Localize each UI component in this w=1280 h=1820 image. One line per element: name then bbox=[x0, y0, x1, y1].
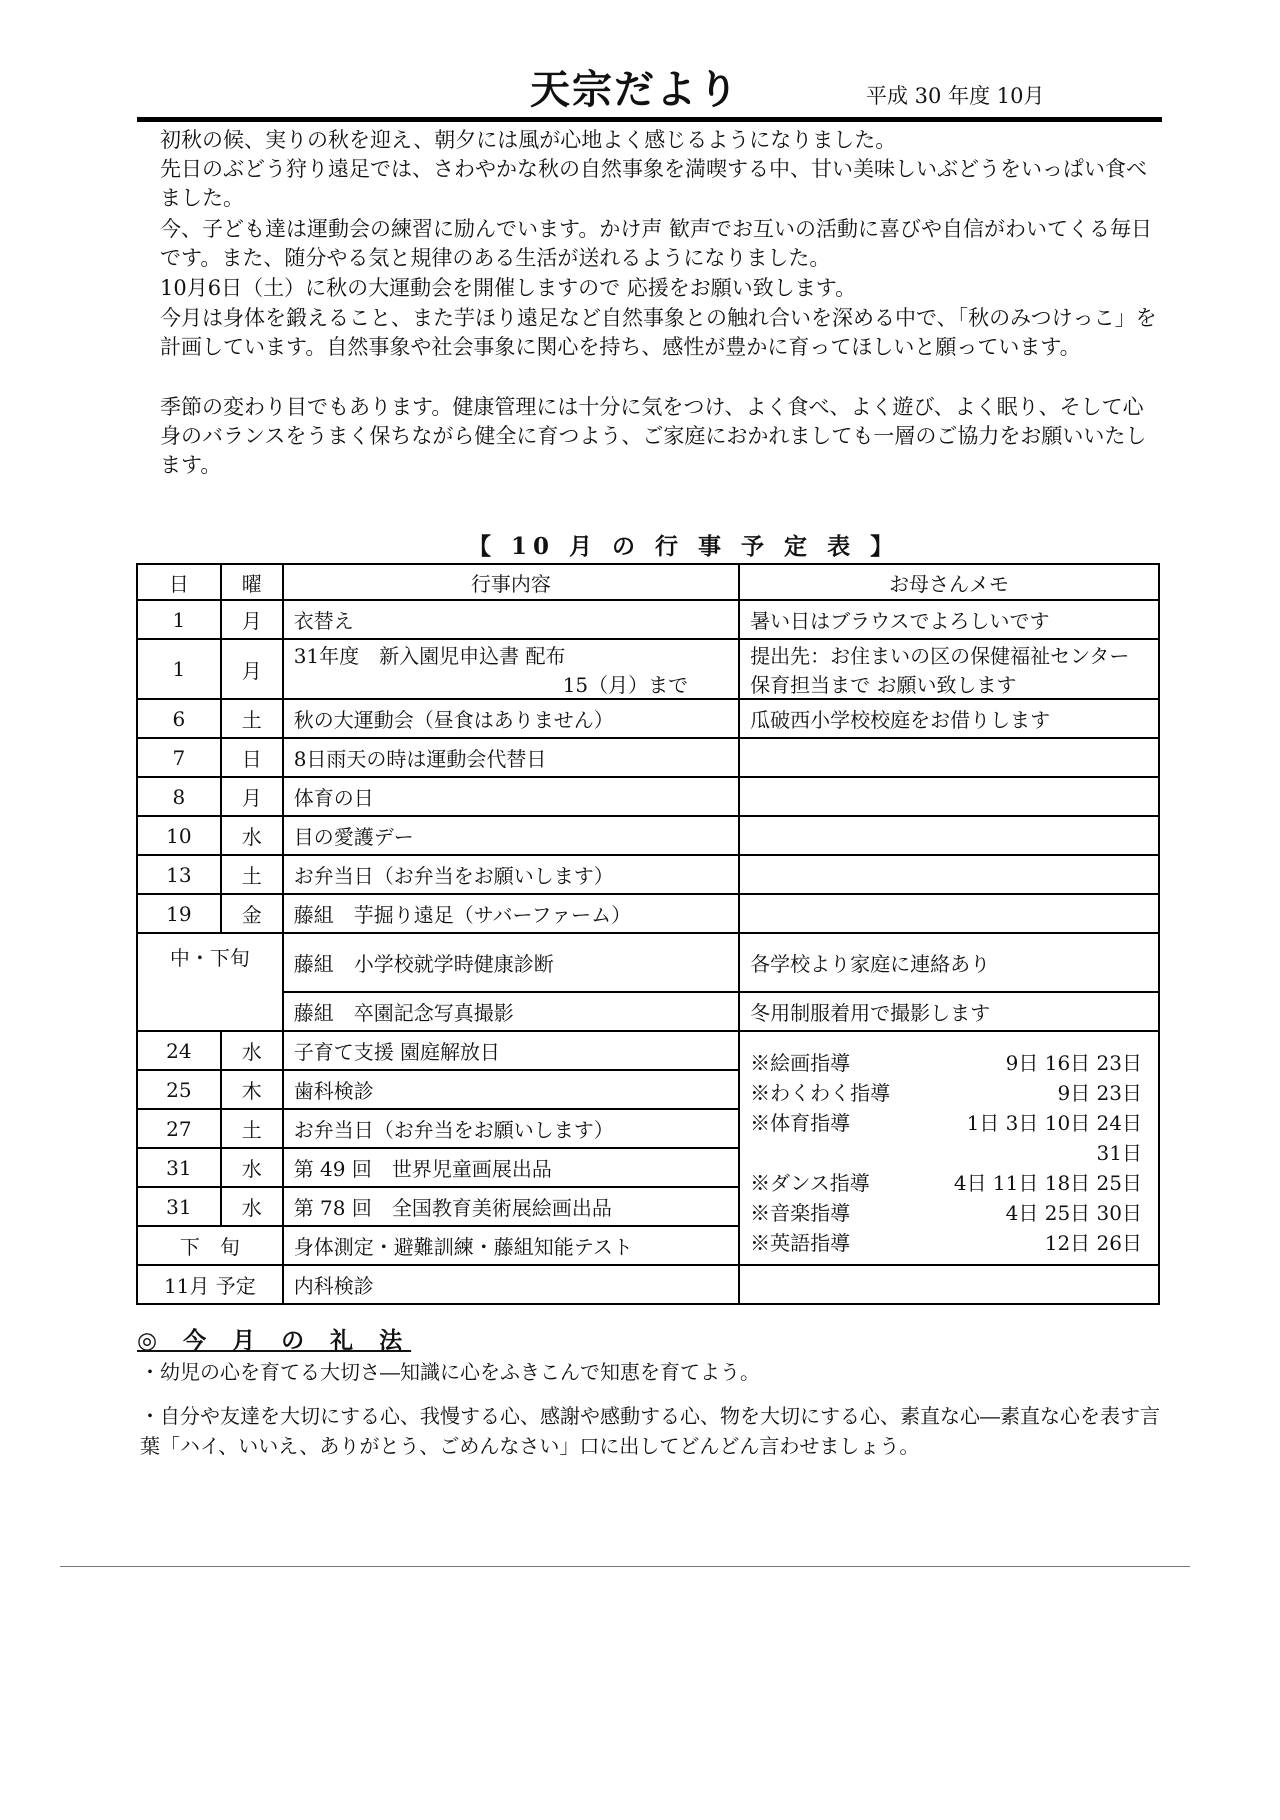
weekday-cell: 土 bbox=[221, 855, 283, 894]
memo-cell bbox=[739, 1265, 1159, 1304]
newsletter-title: 天宗だより bbox=[530, 67, 740, 113]
table-row bbox=[137, 738, 1159, 777]
memo-cell: 暑い日はブラウスでよろしいです bbox=[739, 600, 1159, 639]
period-cell: 中・下旬 bbox=[137, 933, 283, 1031]
col-event: 行事内容 bbox=[283, 564, 739, 600]
weekday-cell: 月 bbox=[221, 639, 283, 699]
instruction-label: ※絵画指導 bbox=[750, 1051, 851, 1075]
event-cell: 8日雨天の時は運動会代替日 bbox=[283, 738, 739, 777]
period-cell: 11月 予定 bbox=[137, 1265, 283, 1304]
instruction-row bbox=[750, 1228, 1148, 1258]
intro-paragraph: 10月6日（土）に秋の大運動会を開催しますので 応援をお願い致します。 bbox=[160, 276, 857, 300]
memo-cell bbox=[739, 894, 1159, 933]
day-cell: 24 bbox=[137, 1031, 221, 1070]
day-cell: 1 bbox=[137, 600, 221, 639]
event-cell: 藤組 芋掘り遠足（サバーファーム） bbox=[283, 894, 739, 933]
event-cell: 目の愛護デー bbox=[283, 816, 739, 855]
instruction-label: ※ダンス指導 bbox=[750, 1171, 870, 1195]
instruction-dates: 9日 16日 23日 bbox=[1005, 1051, 1142, 1075]
table-row bbox=[137, 600, 1159, 639]
weekday-cell: 水 bbox=[221, 1187, 283, 1226]
weekday-cell: 日 bbox=[221, 738, 283, 777]
memo-cell: 各学校より家庭に連絡あり bbox=[739, 933, 1159, 992]
day-cell: 8 bbox=[137, 777, 221, 816]
day-cell: 10 bbox=[137, 816, 221, 855]
day-cell: 19 bbox=[137, 894, 221, 933]
weekday-cell: 月 bbox=[221, 600, 283, 639]
instruction-row bbox=[750, 1078, 1148, 1108]
event-cell bbox=[283, 639, 739, 699]
col-weekday: 曜 bbox=[221, 564, 283, 600]
event-text: 31年度 新入園児申込書 配布 bbox=[293, 644, 566, 668]
event-cell: お弁当日（お弁当をお願いします） bbox=[283, 1109, 739, 1148]
table-row bbox=[137, 699, 1159, 738]
event-deadline: 15（月）まで bbox=[562, 673, 689, 697]
day-cell: 27 bbox=[137, 1109, 221, 1148]
day-cell: 6 bbox=[137, 699, 221, 738]
instruction-dates: 9日 23日 bbox=[1057, 1081, 1142, 1105]
table-row bbox=[137, 855, 1159, 894]
memo-cell bbox=[739, 738, 1159, 777]
day-cell: 31 bbox=[137, 1148, 221, 1187]
period-cell: 下 旬 bbox=[137, 1226, 283, 1265]
day-cell: 31 bbox=[137, 1187, 221, 1226]
event-cell: 秋の大運動会（昼食はありません） bbox=[283, 699, 739, 738]
instruction-dates: 12日 26日 bbox=[1044, 1231, 1142, 1255]
event-schedule-table bbox=[136, 563, 1160, 1305]
table-row bbox=[137, 777, 1159, 816]
event-cell: 第 78 回 全国教育美術展絵画出品 bbox=[283, 1187, 739, 1226]
event-cell: お弁当日（お弁当をお願いします） bbox=[283, 855, 739, 894]
event-cell: 子育て支援 園庭解放日 bbox=[283, 1031, 739, 1070]
event-cell: 歯科検診 bbox=[283, 1070, 739, 1109]
instruction-row bbox=[750, 1048, 1148, 1078]
instruction-dates: 4日 11日 18日 25日 bbox=[953, 1171, 1142, 1195]
instruction-label: ※わくわく指導 bbox=[750, 1081, 891, 1105]
issue-date: 平成 30 年度 10月 bbox=[866, 84, 1045, 108]
table-row bbox=[137, 1265, 1159, 1304]
day-cell: 13 bbox=[137, 855, 221, 894]
table-row bbox=[137, 1031, 1159, 1070]
memo-cell: 冬用制服着用で撮影します bbox=[739, 992, 1159, 1031]
instruction-row bbox=[750, 1108, 1148, 1168]
day-cell: 1 bbox=[137, 639, 221, 699]
weekday-cell: 水 bbox=[221, 1148, 283, 1187]
memo-cell bbox=[739, 816, 1159, 855]
instruction-label: ※英語指導 bbox=[750, 1231, 851, 1255]
instruction-label: ※音楽指導 bbox=[750, 1201, 851, 1225]
title-rule bbox=[137, 117, 1162, 122]
table-header-row bbox=[137, 564, 1159, 600]
manners-item: ・自分や友達を大切にする心、我慢する心、感謝や感動する心、物を大切にする心、素直な心―素直な心を表す言葉「ハイ、いいえ、ありがとう、ごめんなさい」口に出してどんどん言わせましょう。 bbox=[140, 1404, 1160, 1458]
intro-paragraph: 初秋の候、実りの秋を迎え、朝夕には風が心地よく感じるようになりました。 bbox=[160, 128, 897, 152]
instruction-dates: 1日 3日 10日 24日 31日 bbox=[966, 1111, 1142, 1165]
event-cell: 体育の日 bbox=[283, 777, 739, 816]
event-cell: 身体測定・避難訓練・藤組知能テスト bbox=[283, 1226, 739, 1265]
manners-item: ・幼児の心を育てる大切さ―知識に心をふきこんで知恵を育てよう。 bbox=[140, 1360, 760, 1384]
event-cell: 第 49 回 世界児童画展出品 bbox=[283, 1148, 739, 1187]
instruction-row bbox=[750, 1198, 1148, 1228]
event-cell: 藤組 小学校就学時健康診断 bbox=[283, 933, 739, 992]
table-row bbox=[137, 894, 1159, 933]
schedule-heading: 【 10 月 の 行 事 予 定 表 】 bbox=[468, 533, 900, 560]
weekday-cell: 金 bbox=[221, 894, 283, 933]
weekday-cell: 木 bbox=[221, 1070, 283, 1109]
table-row bbox=[137, 816, 1159, 855]
col-memo: お母さんメモ bbox=[739, 564, 1159, 600]
event-cell: 衣替え bbox=[283, 600, 739, 639]
footer-divider bbox=[60, 1566, 1190, 1567]
weekday-cell: 月 bbox=[221, 777, 283, 816]
memo-cell bbox=[739, 855, 1159, 894]
instruction-dates: 4日 25日 30日 bbox=[1005, 1201, 1142, 1225]
intro-paragraph: 今、子ども達は運動会の練習に励んでいます。かけ声 歓声でお互いの活動に喜びや自信がわいてくる毎日です。また、随分やる気と規律のある生活が送れるようになりました。 bbox=[160, 217, 1152, 270]
weekday-cell: 水 bbox=[221, 1031, 283, 1070]
memo-cell: 提出先：お住まいの区の保健福祉センター 保育担当まで お願い致します bbox=[739, 639, 1159, 699]
day-cell: 25 bbox=[137, 1070, 221, 1109]
day-cell: 7 bbox=[137, 738, 221, 777]
memo-cell bbox=[739, 777, 1159, 816]
weekday-cell: 土 bbox=[221, 699, 283, 738]
event-cell: 内科検診 bbox=[283, 1265, 739, 1304]
weekday-cell: 土 bbox=[221, 1109, 283, 1148]
intro-paragraph: 今月は身体を鍛えること、また芋ほり遠足など自然事象との触れ合いを深める中で、「秋のみつけっこ」を計画しています。自然事象や社会事象に関心を持ち、感性が豊かに育ってほしいと願っています。 bbox=[160, 306, 1157, 359]
instruction-row bbox=[750, 1168, 1148, 1198]
intro-paragraph: 季節の変わり目でもあります。健康管理には十分に気をつけ、よく食べ、よく遊び、よく眠り、そして心身のバランスをうまく保ちながら健全に育つよう、ご家庭におかれましても一層のご協力をお願いいたします。 bbox=[160, 395, 1147, 477]
table-row bbox=[137, 933, 1159, 992]
instruction-label: ※体育指導 bbox=[750, 1111, 851, 1135]
instruction-schedule-cell bbox=[739, 1031, 1159, 1265]
memo-cell: 瓜破西小学校校庭をお借りします bbox=[739, 699, 1159, 738]
col-day: 日 bbox=[137, 564, 221, 600]
table-row bbox=[137, 992, 1159, 1031]
manners-heading: ◎ 今 月 の 礼 法 bbox=[137, 1327, 412, 1354]
event-cell: 藤組 卒園記念写真撮影 bbox=[283, 992, 739, 1031]
table-row bbox=[137, 639, 1159, 699]
weekday-cell: 水 bbox=[221, 816, 283, 855]
intro-paragraph: 先日のぶどう狩り遠足では、さわやかな秋の自然事象を満喫する中、甘い美味しいぶどうをいっぱい食べました。 bbox=[160, 157, 1147, 210]
